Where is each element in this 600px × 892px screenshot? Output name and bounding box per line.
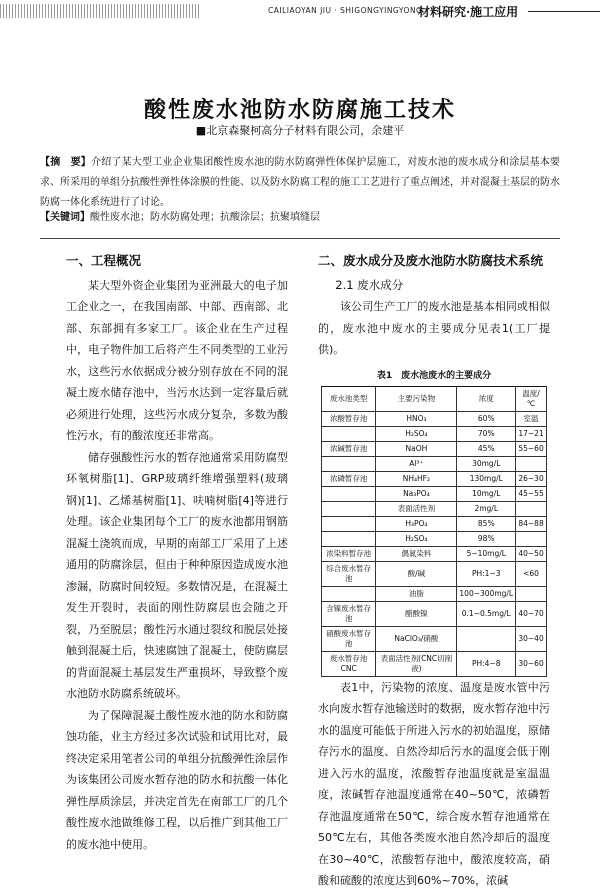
table-cell: 偶氮染料 [376, 546, 457, 561]
table-row [322, 486, 547, 501]
table-cell: 26~30 [516, 471, 547, 486]
table-row [322, 601, 547, 626]
table-cell: 废水暂存池CNC [322, 651, 376, 676]
table-cell: 硝酸废水暂存池 [322, 626, 376, 651]
paragraph: 储存强酸性污水的暂存池通常采用防腐型环氧树脂[1]、GRP玻璃纤维增强塑料(玻璃钢)[1]、乙烯基树脂[1]、呋喃树脂[4]等进行处理。该企业集团每个工厂的废水池都用钢筋混凝土浇筑而成，早期的南部工厂采用了上述通用的防腐涂层，但由于种种原因造成废水池渗漏，防腐时间较短。多数情况是，在混凝土发生开裂时，表面的刚性防腐层也会随之开裂，乃至脱层；酸性污水通过裂纹和脱层处接触到混凝土后，快速腐蚀了混凝土，使防腐层的背面混凝土基层发生严重损坏，导致整个废水池防水防腐系统破坏。 [66, 450, 288, 700]
table-row [322, 546, 547, 561]
table-cell: 10mg/L [457, 486, 516, 501]
table-cell: 45~55 [516, 486, 547, 501]
table-cell: Na₃PO₄ [376, 486, 457, 501]
paragraph: 某大型外资企业集团为亚洲最大的电子加工企业之一，在我国南部、中部、西南部、北部、东部拥有多家工厂。该企业在生产过程中，电子物件加工后将产生不同类型的工业污水，这些污水依据成分被分别存放在不同的混凝土废水储存池中，当污水达到一定容量后就必须进行处理，这些污水成分复杂，多数为酸性污水，有的酸浓度还非常高。 [66, 278, 288, 442]
abstract-text: 介绍了某大型工业企业集团酸性废水池的防水防腐弹性体保护层施工，对废水池的废水成分和涂层基本要求、所采用的单组分抗酸性弹性体涂膜的性能、以及防水防腐工程的施工工艺进行了重点阐述，并对混凝土基层的防水防腐一体化系统进行了讨论。 [40, 157, 560, 208]
table-row [322, 441, 547, 456]
table-cell: H₂SO₄ [376, 531, 457, 546]
table-cell: H₂SO₄ [376, 426, 457, 441]
table-cell: 30mg/L [457, 456, 516, 471]
paragraph: 表1中，污染物的浓度、温度是废水管中污水向废水暂存池输送时的数据，废水暂存池中污水的温度可能低于所进入污水的初始温度，原储存污水的温度、自然冷却后污水的温度会低于刚进入污水的温度，浓酸暂存池温度就是室温温度，浓碱暂存池温度通常在40~50℃，浓磷暂存池温度通常在50℃，综合废水暂存池通常在50℃左右，其他各类废水池自然冷却后的温度在30~40℃，浓酸暂存池中，酸浓度较高，硝酸和硫酸的浓度达到60%~70%，浓碱 [318, 680, 550, 887]
table-row [322, 411, 547, 426]
table-row [322, 471, 547, 486]
table-cell: 85% [457, 516, 516, 531]
table-cell: 55~60 [516, 441, 547, 456]
table-cell: 60% [457, 411, 516, 426]
table-cell: 含镍废水暂存池 [322, 601, 376, 626]
table-cell [516, 531, 547, 546]
table-row [322, 561, 547, 586]
table-cell: 2mg/L [457, 501, 516, 516]
right-column [318, 250, 550, 892]
table-row [322, 501, 547, 516]
header-rule [528, 11, 600, 12]
table-row [322, 516, 547, 531]
table-header-cell: 废水池类型 [322, 386, 376, 411]
table-header-cell: 浓度 [457, 386, 516, 411]
table-cell: PH:1~3 [457, 561, 516, 586]
abstract-label: 【摘 要】 [40, 157, 91, 168]
table-row [322, 586, 547, 601]
table-cell: 浓磷暂存池 [322, 471, 376, 486]
table-cell [516, 456, 547, 471]
paragraph: 为了保障混凝土酸性废水池的防水和防腐蚀功能，业主方经过多次试验和试用比对，最终决定采用笔者公司的单组分抗酸弹性涂层作为该集团公司废水暂存池的防水和抗酸一体化弹性厚质涂层，并决定首先在南部工厂的几个酸性废水池做维修工程，以后推广到其他工厂的废水池中使用。 [66, 708, 288, 851]
table-cell: 浓酸暂存池 [322, 411, 376, 426]
table-cell [322, 456, 376, 471]
table-cell [322, 486, 376, 501]
subsection-heading: 2.1 废水成分 [335, 277, 404, 292]
section-heading-2: 二、废水成分及废水池防水防腐技术系统 [318, 253, 544, 268]
table-cell: 酸/碱 [376, 561, 457, 586]
table-cell: 表面活性剂 [376, 501, 457, 516]
table-cell [322, 531, 376, 546]
table-cell: 40~70 [516, 601, 547, 626]
table-cell: 70% [457, 426, 516, 441]
table-cell: 表面活性剂(CNC切削液) [376, 651, 457, 676]
table-cell: 30~40 [516, 626, 547, 651]
table-cell: 84~88 [516, 516, 547, 531]
table-cell: 17~21 [516, 426, 547, 441]
journal-pinyin: CAILIAOYAN JIU · SHIGONGYINGYONG [268, 6, 423, 15]
table-cell: Al³⁺ [376, 456, 457, 471]
table-cell: HNO₃ [376, 411, 457, 426]
table-row [322, 651, 547, 676]
keywords-label: 【关键词】 [40, 212, 90, 223]
table-cell [322, 516, 376, 531]
table-cell: 130mg/L [457, 471, 516, 486]
section-heading-1: 一、工程概况 [66, 253, 142, 268]
table-cell: 98% [457, 531, 516, 546]
table-cell: 30~60 [516, 651, 547, 676]
table-cell: 醋酸镍 [376, 601, 457, 626]
table-cell: 0.1~0.5mg/L [457, 601, 516, 626]
table-cell [322, 426, 376, 441]
table-cell: 浓染料暂存池 [322, 546, 376, 561]
table-cell: NH₄HF₂ [376, 471, 457, 486]
table-row [322, 456, 547, 471]
table-cell: 室温 [516, 411, 547, 426]
table-cell: 40~50 [516, 546, 547, 561]
table-cell [516, 501, 547, 516]
table-title: 表1 废水池废水的主要成分 [376, 370, 492, 381]
table-cell: 5~10mg/L [457, 546, 516, 561]
table-row [322, 626, 547, 651]
table-cell [322, 586, 376, 601]
table-cell [322, 501, 376, 516]
table-cell [457, 626, 516, 651]
section-label: 材料研究·施工应用 [418, 5, 519, 19]
table-header-cell: 温度/℃ [516, 386, 547, 411]
running-header [0, 0, 600, 22]
section-divider [40, 238, 560, 239]
paragraph: 该公司生产工厂的废水池是基本相同或相似的，废水池中废水的主要成分见表1(工厂提供)。 [318, 300, 550, 356]
table-cell [516, 586, 547, 601]
table-cell: 100~300mg/L [457, 586, 516, 601]
table-cell: 浓碱暂存池 [322, 441, 376, 456]
table-cell: 油脂 [376, 586, 457, 601]
abstract [40, 153, 560, 213]
table-cell: PH:4~8 [457, 651, 516, 676]
table-cell: <60 [516, 561, 547, 586]
article-title: 酸性废水池防水防腐施工技术 [143, 97, 456, 123]
wastewater-table [321, 386, 547, 677]
table-body [322, 411, 547, 676]
table-row [322, 531, 547, 546]
keywords [40, 208, 560, 228]
table-cell: NaOH [376, 441, 457, 456]
table-row [322, 426, 547, 441]
keywords-text: 酸性废水池；防水防腐处理；抗酸涂层；抗聚填缝层 [90, 212, 320, 223]
left-column [66, 250, 288, 855]
table-cell: H₃PO₄ [376, 516, 457, 531]
table-cell: NaClO₃/硝酸 [376, 626, 457, 651]
table-header-cell: 主要污染物 [376, 386, 457, 411]
table-cell: 45% [457, 441, 516, 456]
table-cell: 综合废水暂存池 [322, 561, 376, 586]
header-decoration [0, 4, 200, 18]
author-line: ■北京森聚柯高分子材料有限公司，余建平 [195, 124, 405, 137]
